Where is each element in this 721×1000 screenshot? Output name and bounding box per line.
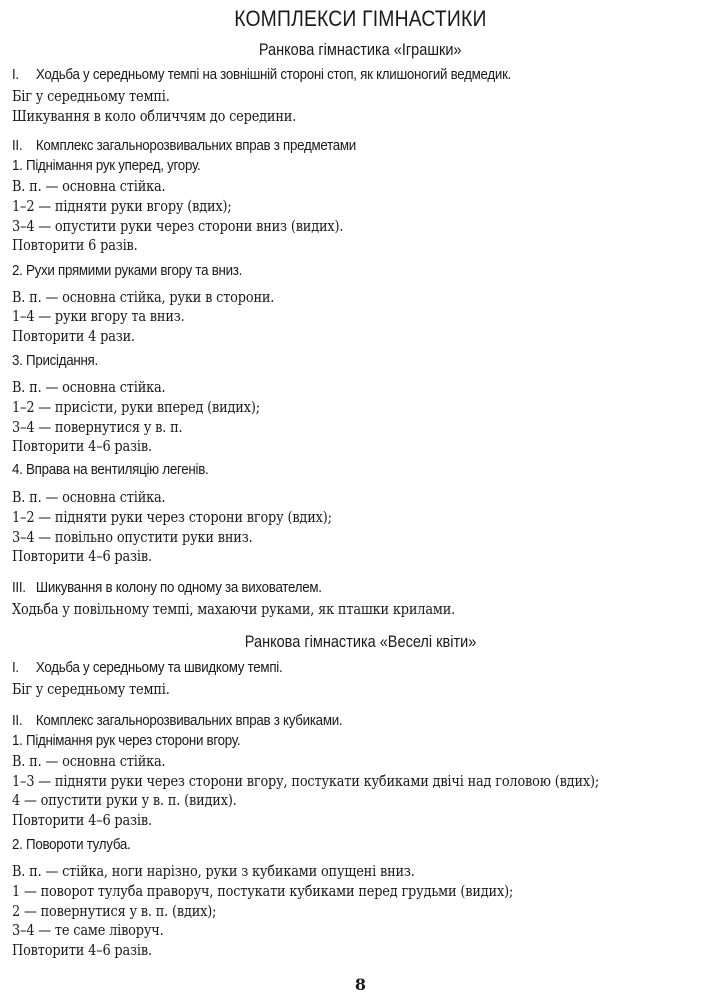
text-line: Повторити 4–6 разів. <box>12 811 152 829</box>
text-line: 1 — поворот тулуба праворуч, постукати кубиками перед грудьми (видих); <box>12 882 514 900</box>
part-heading <box>12 713 342 729</box>
part-heading-text: Ходьба у середньому та швидкому темпі. <box>35 660 283 676</box>
text-line: В. п. — основна стійка, руки в сторони. <box>12 288 275 306</box>
section-subtitle-text: Ранкова гімнастика «Веселі квіти» <box>244 633 477 651</box>
text-line: Повторити 4–6 разів. <box>12 941 152 959</box>
text-line: В. п. — основна стійка. <box>12 488 166 506</box>
text-line: 3–4 — повільно опустити руки вниз. <box>12 528 253 546</box>
part-heading <box>12 660 282 676</box>
text-line: 1–3 — підняти руки через сторони вгору, постукати кубиками двічі над головою (вдих); <box>12 772 600 790</box>
text-line: Шикування в коло обличчям до середини. <box>12 107 297 125</box>
text-line: Повторити 4–6 разів. <box>12 547 152 565</box>
text-line: В. п. — основна стійка. <box>12 752 166 770</box>
part-heading <box>12 580 322 596</box>
roman-numeral: III. <box>12 580 26 596</box>
exercise-title: 1. Піднімання рук через сторони вгору. <box>12 733 241 749</box>
text-line: Біг у середньому темпі. <box>12 680 170 698</box>
roman-numeral: I. <box>12 67 19 83</box>
exercise-title: 1. Піднімання рук уперед, угору. <box>12 158 201 174</box>
section-subtitle <box>0 41 721 60</box>
text-line: 2 — повернутися у в. п. (вдих); <box>12 902 217 920</box>
page-number: 8 <box>354 975 367 994</box>
text-line: Повторити 4–6 разів. <box>12 437 152 455</box>
part-heading <box>12 138 356 154</box>
page-title <box>0 6 721 32</box>
text-line: Повторити 6 разів. <box>12 236 138 254</box>
roman-numeral: I. <box>12 660 19 676</box>
text-line: 3–4 — те саме ліворуч. <box>12 921 164 939</box>
text-line: 3–4 — опустити руки через сторони вниз (видих). <box>12 217 344 235</box>
text-line: Ходьба у повільному темпі, махаючи руками, як пташки крилами. <box>12 600 456 618</box>
text-line: 4 — опустити руки у в. п. (видих). <box>12 791 237 809</box>
exercise-title: 2. Повороти тулуба. <box>12 837 131 853</box>
roman-numeral: II. <box>12 713 23 729</box>
text-line: 1–4 — руки вгору та вниз. <box>12 307 185 325</box>
text-line: 3–4 — повернутися у в. п. <box>12 418 183 436</box>
part-heading <box>12 67 511 83</box>
text-line: Повторити 4 рази. <box>12 327 135 345</box>
exercise-title: 2. Рухи прямими руками вгору та вниз. <box>12 263 243 279</box>
text-line: 1–2 — підняти руки вгору (вдих); <box>12 197 232 215</box>
text-line: В. п. — основна стійка. <box>12 177 166 195</box>
section-subtitle <box>0 633 721 652</box>
section-subtitle-text: Ранкова гімнастика «Іграшки» <box>259 41 462 59</box>
part-heading-text: Комплекс загальнорозвивальних вправ з кубиками. <box>35 713 343 729</box>
exercise-title: 4. Вправа на вентиляцію легенів. <box>12 462 209 478</box>
part-heading-text: Ходьба у середньому темпі на зовнішній стороні стоп, як клишоногий ведмедик. <box>35 67 512 83</box>
text-line: 1–2 — підняти руки через сторони вгору (вдих); <box>12 508 332 526</box>
text-line: Біг у середньому темпі. <box>12 87 170 105</box>
part-heading-text: Шикування в колону по одному за вихователем. <box>35 580 322 596</box>
text-line: В. п. — основна стійка. <box>12 378 166 396</box>
roman-numeral: II. <box>12 138 23 154</box>
part-heading-text: Комплекс загальнорозвивальних вправ з предметами <box>35 138 356 154</box>
page-title-text: КОМПЛЕКСИ ГІМНАСТИКИ <box>234 6 487 31</box>
text-line: 1–2 — присісти, руки вперед (видих); <box>12 398 260 416</box>
exercise-title: 3. Присідання. <box>12 353 98 369</box>
text-line: В. п. — стійка, ноги нарізно, руки з кубиками опущені вниз. <box>12 862 415 880</box>
